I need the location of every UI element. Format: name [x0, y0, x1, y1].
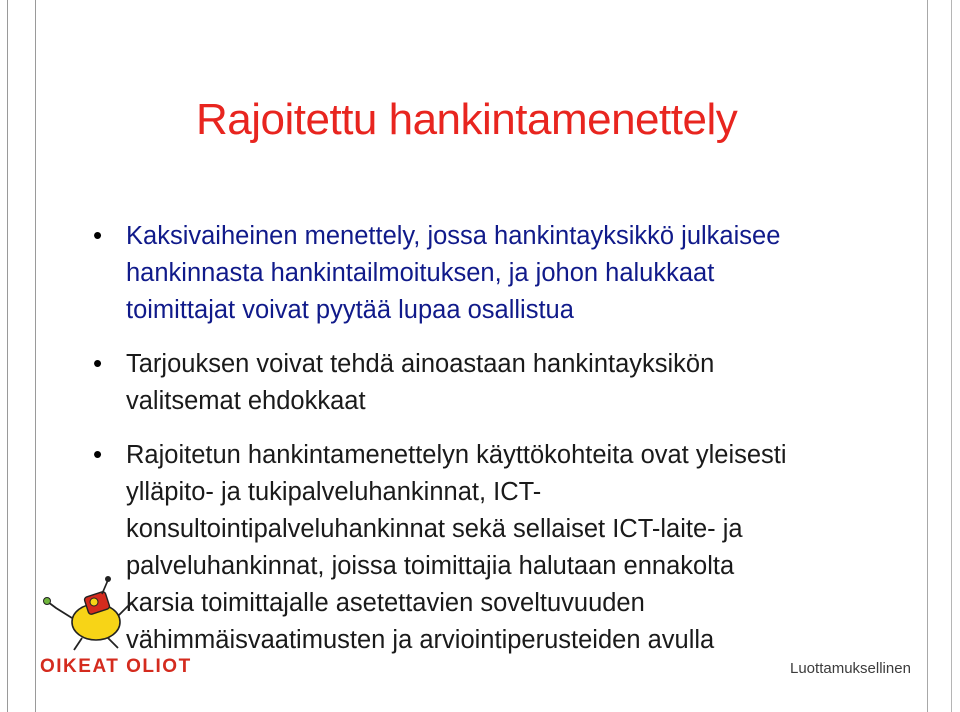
- bullet-dot: •: [93, 348, 103, 378]
- logo-mascot-arm: [48, 602, 72, 618]
- bullet-line: karsia toimittajalle asetettavien soveltuvuuden: [126, 589, 645, 617]
- bullet-item: [93, 218, 913, 329]
- frame-line-right-outer: [951, 0, 952, 712]
- logo-wordmark: OIKEAT OLIOT: [40, 656, 192, 677]
- logo-mascot-leg: [108, 638, 118, 648]
- logo-mascot-hand: [44, 598, 51, 605]
- bullet-line: palveluhankinnat, joissa toimittajia halutaan ennakolta: [126, 552, 735, 580]
- bullet-line: valitsemat ehdokkaat: [126, 387, 366, 415]
- logo-mascot-eye: [90, 598, 98, 606]
- oikeat-oliot-logo: [38, 572, 208, 682]
- bullet-line: Tarjouksen voivat tehdä ainoastaan hankintayksikön: [126, 350, 715, 378]
- bullet-line: konsultointipalveluhankinnat sekä sellaiset ICT-laite- ja: [126, 515, 743, 543]
- slide-title: Rajoitettu hankintamenettely: [196, 95, 738, 144]
- logo-mascot-leg: [74, 638, 82, 650]
- bullet-line: Kaksivaiheinen menettely, jossa hankintayksikkö julkaisee: [126, 222, 781, 250]
- bullet-line: Rajoitetun hankintamenettelyn käyttökohteita ovat yleisesti: [126, 441, 787, 469]
- frame-line-left-inner: [35, 0, 36, 712]
- frame-line-left-outer: [7, 0, 8, 712]
- bullet-dot: •: [93, 439, 103, 469]
- bullet-dot: •: [93, 220, 103, 250]
- luottamuksellinen-logo: Luottamuksellinen: [790, 660, 911, 677]
- bullet-line: hankinnasta hankintailmoituksen, ja johon halukkaat: [126, 259, 715, 287]
- frame-line-right-inner: [927, 0, 928, 712]
- bullet-line: vähimmäisvaatimusten ja arviointiperusteiden avulla: [126, 626, 715, 654]
- bullet-line: ylläpito- ja tukipalveluhankinnat, ICT-: [126, 478, 542, 506]
- bullet-list: [93, 218, 913, 676]
- logo-mascot-arm: [118, 602, 132, 616]
- logo-mascot-antenna-tip: [105, 576, 111, 582]
- bullet-item: [93, 437, 913, 659]
- bullet-item: [93, 346, 913, 420]
- bullet-line: toimittajat voivat pyytää lupaa osallistua: [126, 296, 574, 324]
